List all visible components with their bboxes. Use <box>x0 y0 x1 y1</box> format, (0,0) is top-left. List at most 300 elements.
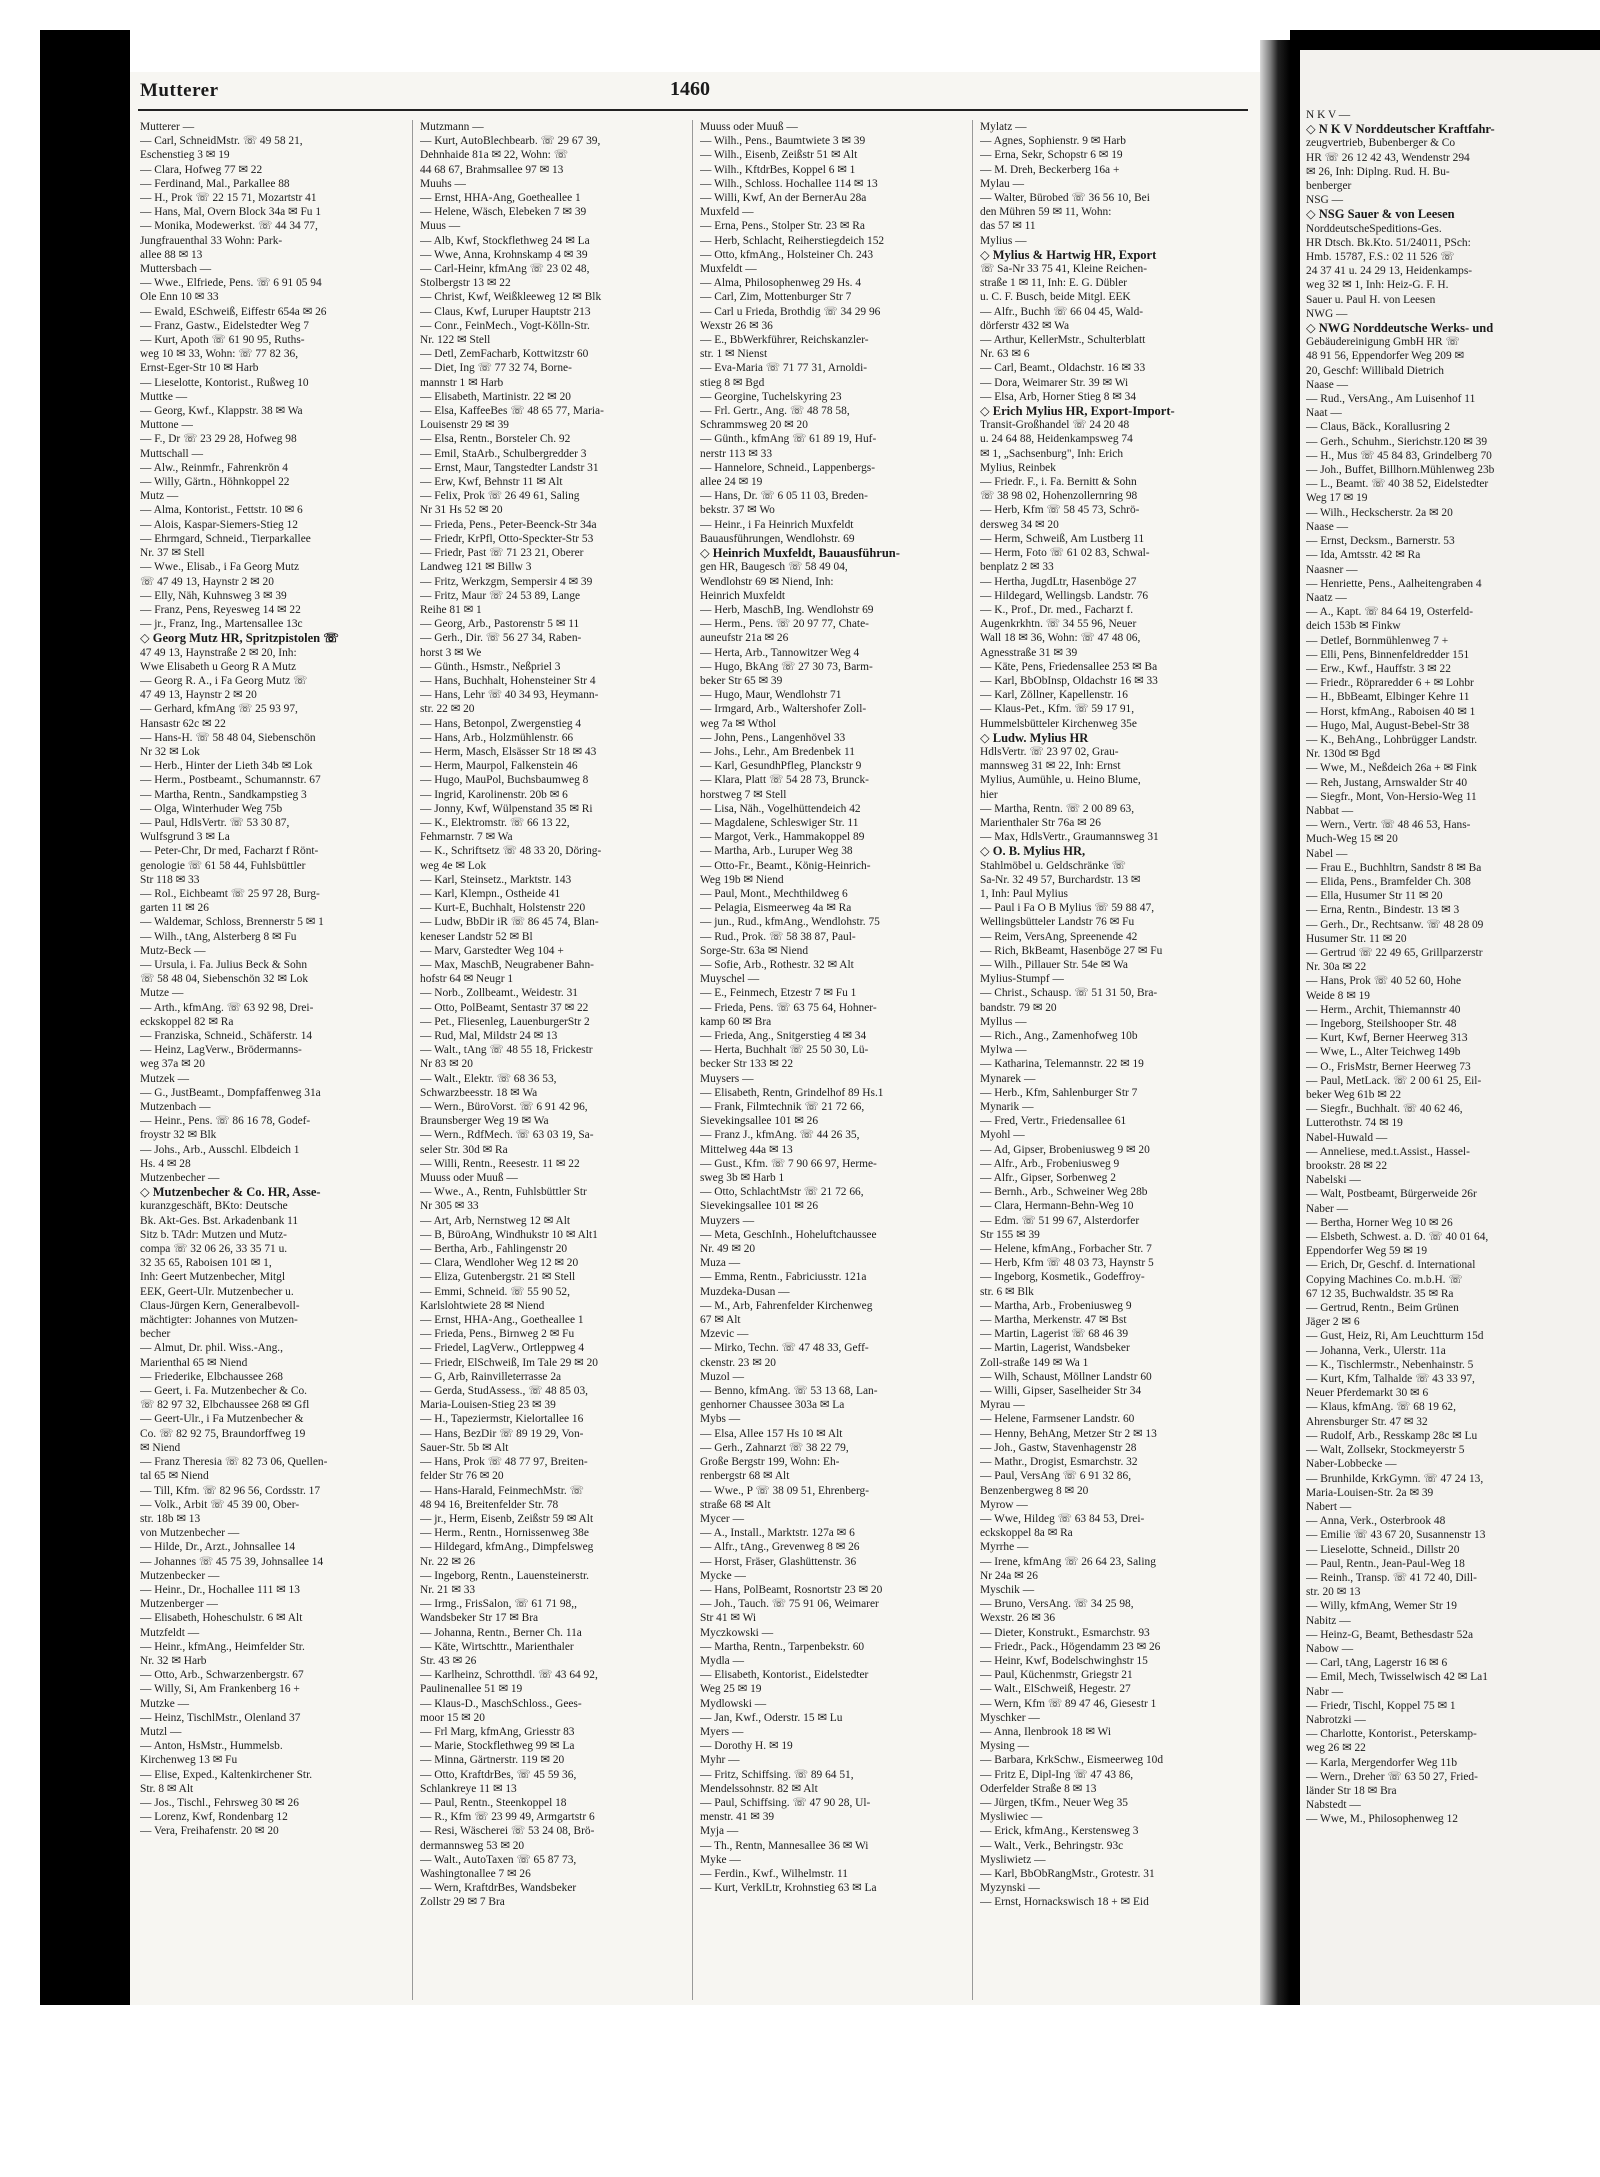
directory-entry-line: — Fritz, Schiffsing. ☏ 89 64 51, <box>700 1768 854 1781</box>
directory-entry-line: Much-Weg 15 ✉ 20 <box>1306 833 1398 846</box>
directory-entry-line: Mycer — <box>700 1512 744 1525</box>
directory-entry-line: allee 88 ✉ 13 <box>140 248 203 261</box>
directory-entry-line: Louisenstr 29 ✉ 39 <box>420 419 509 432</box>
directory-entry-line: — Friedr., Röpraredder 6 + ✉ Lohbr <box>1306 677 1474 690</box>
directory-entry-line: Muza — <box>700 1257 741 1270</box>
directory-entry-line: Stolbergstr 13 ✉ 22 <box>420 277 511 290</box>
directory-entry-line: — Alfr., tAng., Grevenweg 8 ✉ 26 <box>700 1541 860 1554</box>
directory-entry-line: — Reim, VersAng, Spreenende 42 <box>980 930 1138 943</box>
directory-entry-line: — Walt., AutoTaxen ☏ 65 87 73, <box>420 1853 577 1866</box>
directory-entry-line: Mysliwiec — <box>980 1811 1043 1824</box>
directory-entry-line: ◇ NSG Sauer & von Leesen <box>1306 207 1455 222</box>
directory-entry-line: Dehnhaide 81a ✉ 22, Wohn: ☏ <box>420 149 568 162</box>
directory-entry-line: — Erw, Kwf, Behnstr 11 ✉ Alt <box>420 476 563 489</box>
directory-entry-line: — Rich., Ang., Zamenhofweg 10b <box>980 1030 1138 1042</box>
directory-entry-line: — Irmgard, Arb., Waltershofer Zoll- <box>700 703 867 716</box>
directory-entry-line: Mutz — <box>140 490 179 503</box>
directory-entry-line: — Elsa, Allee 157 Hs 10 ✉ Alt <box>700 1427 843 1440</box>
directory-entry-line: — Wilh., Schloss. Hochallee 114 ✉ 13 <box>700 177 878 190</box>
directory-entry-line: — Siegfr., Buchhalt. ☏ 40 62 46, <box>1306 1103 1463 1116</box>
directory-entry-line: den Mühren 59 ✉ 11, Wohn: <box>980 206 1112 219</box>
directory-entry-line: ✉ 26, Inh: Diplng. Rud. H. Bu- <box>1306 165 1450 178</box>
directory-entry-line: — Walt., ElSchweiß, Hegestr. 27 <box>980 1683 1131 1696</box>
directory-entry-line: — Ingeborg, Steilshooper Str. 48 <box>1306 1018 1457 1030</box>
directory-entry-line: — Jan, Kwf., Oderstr. 15 ✉ Lu <box>700 1711 843 1724</box>
directory-entry-line: Mutzek — <box>140 1072 190 1085</box>
directory-entry-line: hofstr 64 ✉ Neugr 1 <box>420 973 514 986</box>
directory-entry-line: Karlslohtwiete 28 ✉ Niend <box>420 1299 545 1312</box>
directory-entry-line: Wwe Elisabeth u Georg R A Mutz <box>140 660 297 673</box>
directory-entry-line: — Emmi, Schneid. ☏ 55 90 52, <box>420 1285 570 1298</box>
directory-entry-line: — Mathr., Drogist, Esmarchstr. 32 <box>980 1456 1138 1469</box>
directory-entry-line: Nabitz — <box>1306 1614 1351 1627</box>
directory-entry-line: — Alfr., Buchh ☏ 66 04 45, Wald- <box>980 305 1144 318</box>
directory-entry-line: — Friederike, Elbchaussee 268 <box>140 1370 283 1383</box>
directory-entry-line: — Otto, kfmAng., Holsteiner Ch. 243 <box>700 248 874 261</box>
directory-entry-line: Sorge-Str. 63a ✉ Niend <box>700 944 809 957</box>
directory-entry-line: — Hildegard, kfmAng., Dimpfelsweg <box>420 1541 594 1554</box>
directory-entry-line: — Gerh., Dir. ☏ 56 27 34, Raben- <box>420 632 582 645</box>
directory-entry-line: — Klaus, kfmAng. ☏ 68 19 62, <box>1306 1401 1456 1414</box>
directory-entry-line: Mydlowski — <box>700 1697 767 1710</box>
directory-entry-line: — Wern, Kfm ☏ 89 47 46, Giesestr 1 <box>980 1697 1157 1710</box>
directory-entry-line: — Hilde, Dr., Arzt., Johnsallee 14 <box>140 1541 296 1554</box>
directory-entry-line: 47 49 13, Haynstraße 2 ✉ 20, Inh: <box>140 646 297 659</box>
directory-entry-line: — Herta, Arb., Tannowitzer Weg 4 <box>700 646 860 659</box>
directory-entry-line: Nr. 32 ✉ Harb <box>140 1654 207 1667</box>
directory-entry-line: — Erna, Pens., Stolper Str. 23 ✉ Ra <box>700 220 865 233</box>
directory-entry-line: — Kurt, Apoth ☏ 61 90 95, Ruths- <box>140 334 305 347</box>
directory-entry-line: — Irmg., FrisSalon, ☏ 61 71 98,, <box>420 1598 577 1611</box>
directory-entry-line: — Helene, kfmAng., Forbacher Str. 7 <box>980 1243 1152 1256</box>
directory-entry-line: Mutzenbach — <box>140 1101 211 1114</box>
directory-entry-line: — Meta, GeschInh., Hoheluftchaussee <box>700 1228 877 1241</box>
directory-entry-line: Myhr — <box>700 1754 740 1767</box>
directory-entry-line: — H., BbBeamt, Elbinger Kehre 11 <box>1306 691 1470 704</box>
directory-entry-line: — Frieda, Pens., Birnweg 2 ✉ Fu <box>420 1328 575 1341</box>
directory-entry-line: Inh: Geert Mutzenbecher, Mitgl <box>140 1271 286 1284</box>
directory-entry-line: mannsweg 31 ✉ 22, Inh: Ernst <box>980 760 1121 773</box>
directory-entry-line: Nabrotzki — <box>1306 1713 1366 1726</box>
directory-entry-line: Mysing — <box>980 1740 1030 1753</box>
directory-entry-line: HdlsVertr. ☏ 23 97 02, Grau- <box>980 745 1119 758</box>
directory-entry-line: Nr. 49 ✉ 20 <box>700 1243 756 1256</box>
directory-entry-line: ✉ Niend <box>140 1441 181 1454</box>
directory-entry-line: Myzynski — <box>980 1882 1040 1895</box>
directory-entry-line: beker Weg 61b ✉ 22 <box>1306 1089 1402 1102</box>
directory-entry-line: auneufstr 21a ✉ 26 <box>700 632 789 645</box>
directory-entry-line: — Paul, Schiffsing. ☏ 47 90 28, Ul- <box>700 1796 871 1809</box>
directory-entry-line: — E., BbWerkführer, Reichskanzler- <box>700 334 869 347</box>
directory-entry-line: — Wern., BüroVorst. ☏ 6 91 42 96, <box>420 1101 588 1114</box>
directory-entry-line: Muyschel — <box>700 973 760 986</box>
directory-entry-line: bandstr. 79 ✉ 20 <box>980 1001 1057 1014</box>
directory-entry-line: — Martha, Rentn., Tarpenbekstr. 60 <box>700 1640 865 1653</box>
directory-entry-line: becker Str 133 ✉ 22 <box>700 1058 794 1071</box>
directory-entry-line: — Elisabeth, Rentn, Grindelhof 89 Hs.1 <box>700 1086 884 1099</box>
directory-entry-line: Nr. 130d ✉ Bgd <box>1306 748 1381 761</box>
directory-entry-line: Augenkrkhtn. ☏ 34 55 96, Neuer <box>980 618 1137 631</box>
directory-entry-line: weg 26 ✉ 22 <box>1306 1742 1366 1755</box>
directory-entry-line: — Wwe, M., Philosophenweg 12 <box>1306 1813 1458 1826</box>
directory-entry-line: — Volk., Arbit ☏ 45 39 00, Ober- <box>140 1498 300 1511</box>
directory-entry-line: Muysers — <box>700 1072 754 1085</box>
directory-entry-line: — Ingeborg, Rentn., Lauensteinerstr. <box>420 1569 590 1582</box>
directory-entry-line: ◇ Georg Mutz HR, Spritzpistolen ☏ <box>140 631 339 646</box>
directory-entry-line: Muuss oder Muuß — <box>700 121 798 133</box>
directory-entry-line: dersweg 34 ✉ 20 <box>980 518 1059 531</box>
directory-entry-line: Naatz — <box>1306 591 1347 604</box>
directory-entry-line: — Heinz, TischlMstr., Olenland 37 <box>140 1711 301 1724</box>
directory-entry-line: — Art, Arb, Nernstweg 12 ✉ Alt <box>420 1214 571 1227</box>
directory-entry-line: — Kurt, VerklLtr, Krohnstieg 63 ✉ La <box>700 1882 877 1895</box>
directory-entry-line: — Johs., Lehr., Am Bredenbek 11 <box>700 745 855 758</box>
directory-entry-line: Wexstr 26 ✉ 36 <box>700 319 773 332</box>
directory-entry-line: — Friedr, ElSchweiß, Im Tale 29 ✉ 20 <box>420 1356 598 1369</box>
directory-entry-line: u. C. F. Busch, beide Mitgl. EEK <box>980 291 1131 304</box>
directory-entry-line: Braunsberger Weg 19 ✉ Wa <box>420 1115 549 1128</box>
directory-entry-line: Hummelsbütteler Kirchenweg 35e <box>980 717 1137 730</box>
directory-entry-line: Wellingsbütteler Landstr 76 ✉ Fu <box>980 916 1135 929</box>
directory-entry-line: — Claus, Bäck., Korallusring 2 <box>1306 421 1450 434</box>
directory-entry-line: — Heinz, LagVerw., Brödermanns- <box>140 1044 302 1057</box>
directory-entry-line: — Ernst, Decksm., Barnerstr. 53 <box>1306 535 1455 548</box>
directory-entry-line: — Hugo, MauPol, Buchsbaumweg 8 <box>420 774 589 787</box>
directory-entry-line: 67 12 35, Buchwaldstr. 35 ✉ Ra <box>1306 1287 1454 1300</box>
directory-entry-line: — Frl. Gertr., Ang. ☏ 48 78 58, <box>700 405 850 418</box>
directory-entry-line: — Herta, Buchhalt ☏ 25 50 30, Lü- <box>700 1044 869 1057</box>
directory-entry-line: Stahlmöbel u. Geldschränke ☏ <box>980 859 1126 872</box>
directory-entry-line: Schwarzbeesstr. 18 ✉ Wa <box>420 1086 538 1099</box>
directory-entry-line: — Herm., Pens. ☏ 20 97 77, Chate- <box>700 618 869 631</box>
directory-entry-line: — Heinr., kfmAng., Heimfelder Str. <box>140 1640 305 1653</box>
directory-entry-line: — Hans, Arb., Holzmühlenstr. 66 <box>420 731 574 744</box>
directory-entry-line: Mycke — <box>700 1569 746 1582</box>
directory-entry-line: — B, BüroAng, Windhukstr 10 ✉ Alt1 <box>420 1228 598 1241</box>
directory-entry-line: Eppendorfer Weg 59 ✉ 19 <box>1306 1245 1428 1258</box>
directory-entry-line: — Ernst, HHA-Ang., Goetheallee 1 <box>420 1314 584 1327</box>
directory-entry-line: — Karl, Steinsetz., Marktstr. 143 <box>420 873 572 886</box>
column-4 <box>980 120 1248 1910</box>
directory-entry-line: Weg 25 ✉ 19 <box>700 1683 762 1696</box>
directory-entry-line: — Elsa, KaffeeBes ☏ 48 65 77, Maria- <box>420 405 604 418</box>
directory-entry-line: Jäger 2 ✉ 6 <box>1306 1316 1360 1329</box>
directory-entry-line: — Wwe., Elisab., i Fa Georg Mutz <box>140 561 300 574</box>
directory-entry-line: — Lisa, Näh., Vogelhüttendeich 42 <box>700 802 861 815</box>
directory-entry-line: ◇ Erich Mylius HR, Export-Import- <box>980 404 1175 419</box>
directory-entry-line: Nr. 21 ✉ 33 <box>420 1583 476 1596</box>
directory-entry-line: Maria-Louisen-Stieg 23 ✉ 39 <box>420 1399 556 1412</box>
directory-entry-line: Mutzl — <box>140 1725 182 1738</box>
directory-entry-line: Mittelweg 44a ✉ 13 <box>700 1143 793 1156</box>
directory-entry-line: — Geert, i. Fa. Mutzenbecher & Co. <box>140 1385 308 1398</box>
directory-entry-line: — L., Beamt. ☏ 40 38 52, Eidelstedter <box>1306 478 1489 491</box>
directory-entry-line: Muttersbach — <box>140 263 212 276</box>
directory-entry-line: renbergstr 68 ✉ Alt <box>700 1470 790 1483</box>
directory-entry-line: — Detlef, Bornmühlenweg 7 + <box>1306 634 1449 647</box>
directory-entry-line: — M., Arb, Fahrenfelder Kirchenweg <box>700 1299 873 1312</box>
directory-entry-line: — Hans, Lehr ☏ 40 34 93, Heymann- <box>420 689 599 702</box>
directory-entry-line: 47 49 13, Haynstr 2 ✉ 20 <box>140 689 257 702</box>
directory-entry-line: — jun., Rud., kfmAng., Wendlohstr. 75 <box>700 916 880 929</box>
directory-entry-line: — Wilh., Pillauer Str. 54e ✉ Wa <box>980 958 1128 971</box>
directory-entry-line: Fehmarnstr. 7 ✉ Wa <box>420 831 513 844</box>
directory-entry-line: str. 18b ✉ 13 <box>140 1512 201 1525</box>
directory-entry-line: kamp 60 ✉ Bra <box>700 1015 772 1028</box>
directory-entry-line: — Norb., Zollbeamt., Weidestr. 31 <box>420 987 578 1000</box>
directory-entry-line: Nr. 22 ✉ 26 <box>420 1555 476 1568</box>
directory-entry-line: — Klaus-Pet., Kfm. ☏ 59 17 91, <box>980 703 1135 716</box>
directory-entry-line: Neuer Pferdemarkt 30 ✉ 6 <box>1306 1387 1429 1400</box>
directory-entry-line: — Wilh, Schaust, Möllner Landstr 60 <box>980 1370 1152 1383</box>
directory-entry-line: — Martha, Arb., Frobeniusweg 9 <box>980 1299 1132 1312</box>
directory-entry-line: — Martha, Merkenstr. 47 ✉ Bst <box>980 1314 1127 1327</box>
directory-entry-line: — Emil, StaArb., Schulbergredder 3 <box>420 447 587 460</box>
directory-entry-line: kuranzgeschäft, BKto: Deutsche <box>140 1200 288 1213</box>
directory-entry-line: — E., Feinmech, Etzestr 7 ✉ Fu 1 <box>700 987 857 1000</box>
directory-entry-line: Muuss oder Muuß — <box>420 1172 518 1185</box>
directory-entry-line: — Heinr., Pens. ☏ 86 16 78, Godef- <box>140 1115 311 1128</box>
directory-entry-line: Myrow — <box>980 1498 1028 1511</box>
directory-entry-line: Nabert — <box>1306 1500 1352 1513</box>
directory-entry-line: Husumer Str. 11 ✉ 20 <box>1306 932 1407 945</box>
directory-entry-line: Muus — <box>420 220 461 233</box>
directory-entry-line: — Paul, Rentn., Steenkoppel 18 <box>420 1796 567 1809</box>
directory-entry-line: — Herb, MaschB, Ing. Wendlohstr 69 <box>700 603 874 616</box>
directory-entry-line: — A., Kapt. ☏ 84 64 19, Osterfeld- <box>1306 606 1474 619</box>
directory-entry-line: Co. ☏ 82 92 75, Braundorffweg 19 <box>140 1427 306 1440</box>
directory-entry-line: — Fred, Vertr., Friedensallee 61 <box>980 1115 1127 1128</box>
directory-entry-line: — Ida, Amtsstr. 42 ✉ Ra <box>1306 549 1421 562</box>
directory-entry-line: — Barbara, KrkSchw., Eismeerweg 10d <box>980 1754 1164 1767</box>
directory-entry-line: — Paul, Rentn., Jean-Paul-Weg 18 <box>1306 1557 1465 1570</box>
directory-entry-line: — Jonny, Kwf, Wülpenstand 35 ✉ Ri <box>420 802 593 815</box>
directory-entry-line: — Willi, Rentn., Reesestr. 11 ✉ 22 <box>420 1157 580 1170</box>
directory-entry-line: ◇ O. B. Mylius HR, <box>980 844 1086 859</box>
directory-entry-line: Myrau — <box>980 1399 1025 1412</box>
directory-entry-line: Bk. Akt-Ges. Bst. Arkadenbank 11 <box>140 1214 299 1227</box>
directory-entry-line: — Fritz, Maur ☏ 24 53 89, Lange <box>420 589 581 602</box>
directory-entry-line: Mynarik — <box>980 1101 1034 1114</box>
directory-entry-line: — Hugo, BkAng ☏ 27 30 73, Barm- <box>700 660 873 673</box>
directory-entry-line: — Friedr, Past ☏ 71 23 21, Oberer <box>420 547 584 560</box>
directory-entry-line: Sievekingsallee 101 ✉ 26 <box>700 1200 819 1213</box>
directory-entry-line: — Rud., Prok. ☏ 58 38 87, Paul- <box>700 930 856 943</box>
directory-entry-line: — Gust., Kfm. ☏ 7 90 66 97, Herme- <box>700 1157 877 1170</box>
directory-entry-line: — Willy, kfmAng, Wemer Str 19 <box>1306 1600 1457 1613</box>
directory-entry-line: — Erich, Dr, Geschf. d. International <box>1306 1259 1476 1272</box>
directory-entry-line: — Frieda, Pens. ☏ 63 75 64, Hohner- <box>700 1001 877 1014</box>
directory-entry-line: Weide 8 ✉ 19 <box>1306 989 1370 1002</box>
directory-entry-line: — Emilie ☏ 43 67 20, Susannenstr 13 <box>1306 1529 1486 1542</box>
directory-entry-line: Muuhs — <box>420 177 466 190</box>
directory-entry-line: NorddeutscheSpeditions-Ges. <box>1306 222 1442 235</box>
directory-entry-line: Sitz b. TAdr: Mutzen und Mutz- <box>140 1228 287 1241</box>
directory-page <box>130 72 1260 2012</box>
directory-entry-line: — Hans, Mal, Overn Block 34a ✉ Fu 1 <box>140 206 322 219</box>
directory-entry-line: — Jürgen, tKfm., Neuer Weg 35 <box>980 1796 1128 1809</box>
directory-entry-line: ◇ NWG Norddeutsche Werks- und <box>1306 321 1494 336</box>
directory-entry-line: — Minna, Gärtnerstr. 119 ✉ 20 <box>420 1754 565 1767</box>
directory-entry-line: garten 11 ✉ 26 <box>140 902 209 915</box>
directory-entry-line: — jr., Herm, Eisenb, Zeißstr 59 ✉ Alt <box>420 1512 594 1525</box>
directory-entry-line: Ernst-Eger-Str 10 ✉ Harb <box>140 362 259 375</box>
directory-entry-line: — Wilh., KftdrBes, Koppel 6 ✉ 1 <box>700 163 856 176</box>
directory-entry-line: — Martha, Arb., Luruper Weg 38 <box>700 845 853 858</box>
directory-entry-line: — Alma, Philosophenweg 29 Hs. 4 <box>700 277 862 290</box>
directory-entry-line: — Gerh., Zahnarzt ☏ 38 22 79, <box>700 1441 849 1454</box>
directory-entry-line: mannstr 1 ✉ Harb <box>420 376 504 389</box>
directory-entry-line: — Friedr, KrPfl, Otto-Speckter-Str 53 <box>420 532 594 545</box>
directory-entry-line: — Paul, VersAng ☏ 6 91 32 86, <box>980 1470 1132 1483</box>
directory-entry-line: — Walt., Elektr. ☏ 68 36 53, <box>420 1072 557 1085</box>
directory-entry-line: Mutzmann — <box>420 121 484 133</box>
directory-entry-line: — Gust, Heiz, Ri, Am Leuchtturm 15d <box>1306 1330 1484 1343</box>
directory-entry-line: — Alois, Kaspar-Siemers-Stieg 12 <box>140 518 298 531</box>
directory-entry-line: — Dora, Weimarer Str. 39 ✉ Wi <box>980 376 1129 389</box>
directory-entry-line: Myschik — <box>980 1583 1035 1596</box>
directory-entry-line: — Herm., Rentn., Hornissenweg 38e <box>420 1527 589 1540</box>
directory-entry-line: ◇ Ludw. Mylius HR <box>980 730 1089 745</box>
directory-entry-line: — Arth., kfmAng. ☏ 63 92 98, Drei- <box>140 1001 314 1014</box>
directory-entry-line: — Erick, kfmAng., Kerstensweg 3 <box>980 1825 1139 1838</box>
directory-entry-line: brookstr. 28 ✉ 22 <box>1306 1160 1388 1173</box>
directory-entry-line: — Georg, Arb., Pastorenstr 5 ✉ 11 <box>420 618 580 631</box>
directory-entry-line: — Hugo, Maur, Wendlohstr 71 <box>700 689 842 702</box>
directory-entry-line: Mutzenbecher — <box>140 1172 220 1185</box>
directory-entry-line: Gebäudereinigung GmbH HR ☏ <box>1306 336 1460 349</box>
directory-entry-line: — Pelagia, Eismeerweg 4a ✉ Ra <box>700 902 852 915</box>
directory-entry-line: — Paul, HdlsVertr. ☏ 53 30 87, <box>140 816 290 829</box>
directory-entry-line: Nr. 63 ✉ 6 <box>980 348 1030 361</box>
directory-entry-line: — Gerhard, kfmAng ☏ 25 93 97, <box>140 703 298 716</box>
directory-entry-line: — Reh, Justang, Arnswalder Str 40 <box>1306 776 1468 789</box>
directory-entry-line: — John, Pens., Langenhövel 33 <box>700 731 846 744</box>
directory-entry-line: — Klaus-D., MaschSchloss., Gees- <box>420 1697 582 1710</box>
directory-entry-line: — Peter-Chr, Dr med, Facharzt f Rönt- <box>140 845 319 858</box>
directory-entry-line: horst 3 ✉ We <box>420 646 482 659</box>
directory-entry-line: Sievekingsallee 101 ✉ 26 <box>700 1115 819 1128</box>
directory-entry-line: Nr 24a ✉ 26 <box>980 1569 1038 1582</box>
directory-entry-line: — jr., Franz, Ing., Martensallee 13c <box>140 618 303 631</box>
directory-entry-line: von Mutzenbecher — <box>140 1527 240 1540</box>
directory-entry-line: ☏ 58 48 04, Siebenschön 32 ✉ Lok <box>140 973 309 986</box>
directory-entry-line: becher <box>140 1328 171 1341</box>
directory-entry-line: — Martha, Rentn. ☏ 2 00 89 63, <box>980 802 1135 815</box>
directory-entry-line: Nr. 30a ✉ 22 <box>1306 961 1367 974</box>
column-divider <box>692 120 693 2000</box>
directory-entry-line: HR ☏ 26 12 42 43, Wendenstr 294 <box>1306 151 1470 164</box>
directory-entry-line: genhorner Chaussee 303a ✉ La <box>700 1399 845 1412</box>
directory-entry-line: 1, Inh: Paul Mylius <box>980 887 1068 900</box>
directory-entry-line: hier <box>980 788 998 801</box>
directory-entry-line: — Käte, Wirtschttr., Marienthaler <box>420 1640 574 1653</box>
directory-entry-line: weg 7a ✉ Wthol <box>700 717 777 730</box>
directory-entry-line: Heinrich Muxfeldt <box>700 589 786 602</box>
directory-entry-line: — Reinh., Transp. ☏ 41 72 40, Dill- <box>1306 1571 1477 1584</box>
directory-entry-line: — R., Kfm ☏ 23 99 49, Armgartstr 6 <box>420 1811 595 1824</box>
directory-entry-line: Nr 31 Hs 52 ✉ 20 <box>420 504 503 517</box>
directory-entry-line: — Kurt, Kwf, Berner Heerweg 313 <box>1306 1032 1468 1045</box>
directory-entry-line: — Henriette, Pens., Aalheitengraben 4 <box>1306 577 1482 590</box>
directory-entry-line: str. 22 ✉ 20 <box>420 703 475 716</box>
directory-entry-line: — O., FrisMstr, Berner Heerweg 73 <box>1306 1060 1471 1073</box>
directory-entry-line: — Elisabeth, Martinistr. 22 ✉ 20 <box>420 390 571 403</box>
directory-entry-line: — Conr., FeinMech., Vogt-Kölln-Str. <box>420 319 590 332</box>
directory-entry-line: — Ernst, Hornackswisch 18 + ✉ Eid <box>980 1896 1149 1909</box>
running-head: Mutterer <box>140 80 219 101</box>
directory-entry-line: Str. 8 ✉ Alt <box>140 1782 194 1795</box>
directory-entry-line: EEK, Geert-Ulr. Mutzenbecher u. <box>140 1285 294 1298</box>
directory-entry-line: — Herb., Kfm, Sahlenburger Str 7 <box>980 1086 1138 1099</box>
directory-entry-line: — Erna, Rentn., Bindestr. 13 ✉ 3 <box>1306 904 1460 917</box>
directory-entry-line: — Willy, Si, Am Frankenberg 16 + <box>140 1683 300 1696</box>
directory-entry-line: — Agnes, Sophienstr. 9 ✉ Harb <box>980 135 1126 148</box>
directory-entry-line: — Eva-Maria ☏ 71 77 31, Arnoldi- <box>700 362 868 375</box>
directory-entry-line: — Brunhilde, KrkGymn. ☏ 47 24 13, <box>1306 1472 1484 1485</box>
directory-entry-line: — Wwe., A., Rentn, Fuhlsbüttler Str <box>420 1186 587 1199</box>
directory-entry-line: — Diet, Ing ☏ 77 32 74, Borne- <box>420 362 572 375</box>
directory-entry-line: — Ursula, i. Fa. Julius Beck & Sohn <box>140 958 308 971</box>
directory-entry-line: weg 4e ✉ Lok <box>420 859 487 872</box>
directory-entry-line: menstr. 41 ✉ 39 <box>700 1811 775 1824</box>
directory-entry-line: — M. Dreh, Beckerberg 16a + <box>980 163 1120 176</box>
directory-entry-line: Muzol — <box>700 1370 744 1383</box>
directory-entry-line: — Benno, kfmAng. ☏ 53 13 68, Lan- <box>700 1385 878 1398</box>
directory-entry-line: eckskoppel 8a ✉ Ra <box>980 1527 1073 1540</box>
directory-entry-line: — Bertha, Horner Weg 10 ✉ 26 <box>1306 1216 1453 1229</box>
directory-entry-line: — Carl-Heinr, kfmAng ☏ 23 02 48, <box>420 263 590 276</box>
directory-entry-line: — Rol., Eichbeamt ☏ 25 97 28, Burg- <box>140 887 320 900</box>
directory-entry-line: — Marv, Garstedter Weg 104 + <box>420 944 564 957</box>
directory-entry-line: Nabelski — <box>1306 1174 1361 1187</box>
directory-entry-line: — Alfr., Arb., Frobeniusweg 9 <box>980 1157 1120 1170</box>
directory-entry-line: — Anna, Verk., Osterbrook 48 <box>1306 1515 1446 1528</box>
directory-entry-line: — Dieter, Konstrukt., Esmarchstr. 93 <box>980 1626 1150 1639</box>
directory-entry-line: — Wilh., Pens., Baumtwiete 3 ✉ 39 <box>700 135 866 148</box>
directory-entry-line: ◇ Mutzenbecher & Co. HR, Asse- <box>140 1185 321 1200</box>
directory-entry-line: Mutzke — <box>140 1697 190 1710</box>
directory-entry-line: weg 10 ✉ 33, Wohn: ☏ 77 82 36, <box>140 348 299 361</box>
directory-entry-line: — Johanna, Rentn., Berner Ch. 11a <box>420 1626 582 1639</box>
directory-entry-line: — Lorenz, Kwf, Rondenbarg 12 <box>140 1811 288 1824</box>
directory-entry-line: 32 35 65, Raboisen 101 ✉ 1, <box>140 1257 272 1270</box>
directory-entry-line: Agnesstraße 31 ✉ 39 <box>980 646 1078 659</box>
directory-entry-line: — Anna, Ilenbrook 18 ✉ Wi <box>980 1725 1111 1738</box>
directory-entry-line: — K., Prof., Dr. med., Facharzt f. <box>980 603 1134 616</box>
directory-entry-line: — Th., Rentn, Mannesallee 36 ✉ Wi <box>700 1839 869 1852</box>
directory-entry-line: — Wern, KraftdrBes, Wandsbeker <box>420 1882 577 1895</box>
directory-entry-line: — Wilh., Eisenb, Zeißstr 51 ✉ Alt <box>700 149 858 162</box>
directory-entry-line: — Franz, Gastw., Eidelstedter Weg 7 <box>140 319 309 332</box>
directory-entry-line: Eschenstieg 3 ✉ 19 <box>140 149 230 162</box>
directory-entry-line: — Rud, Mal, Mildstr 24 ✉ 13 <box>420 1030 558 1042</box>
directory-entry-line: dermannsweg 53 ✉ 20 <box>420 1839 525 1852</box>
directory-entry-line: benplatz 2 ✉ 33 <box>980 561 1054 574</box>
directory-entry-line: HR Dtsch. Bk.Kto. 51/24011, PSch: <box>1306 236 1471 249</box>
directory-entry-line: str. 1 ✉ Nienst <box>700 348 768 361</box>
directory-entry-line: — Rud., VersAng., Am Luisenhof 11 <box>1306 393 1476 406</box>
directory-entry-line: — Kurt-E, Buchhalt, Holstenstr 220 <box>420 902 586 915</box>
column-divider <box>412 120 413 2000</box>
directory-entry-line: — G, Arb, Rainvilleterrasse 2a <box>420 1370 562 1383</box>
directory-entry-line: — Hans, PolBeamt, Rosnortstr 23 ✉ 20 <box>700 1583 883 1596</box>
directory-entry-line: — Heinz-G, Beamt, Bethesdastr 52a <box>1306 1628 1474 1641</box>
directory-entry-line: — Carl u Frieda, Brothdig ☏ 34 29 96 <box>700 305 881 318</box>
directory-entry-line: Str 41 ✉ Wi <box>700 1612 757 1625</box>
directory-entry-line: Nabel — <box>1306 847 1348 860</box>
directory-entry-line: Weg 19b ✉ Niend <box>700 873 784 886</box>
